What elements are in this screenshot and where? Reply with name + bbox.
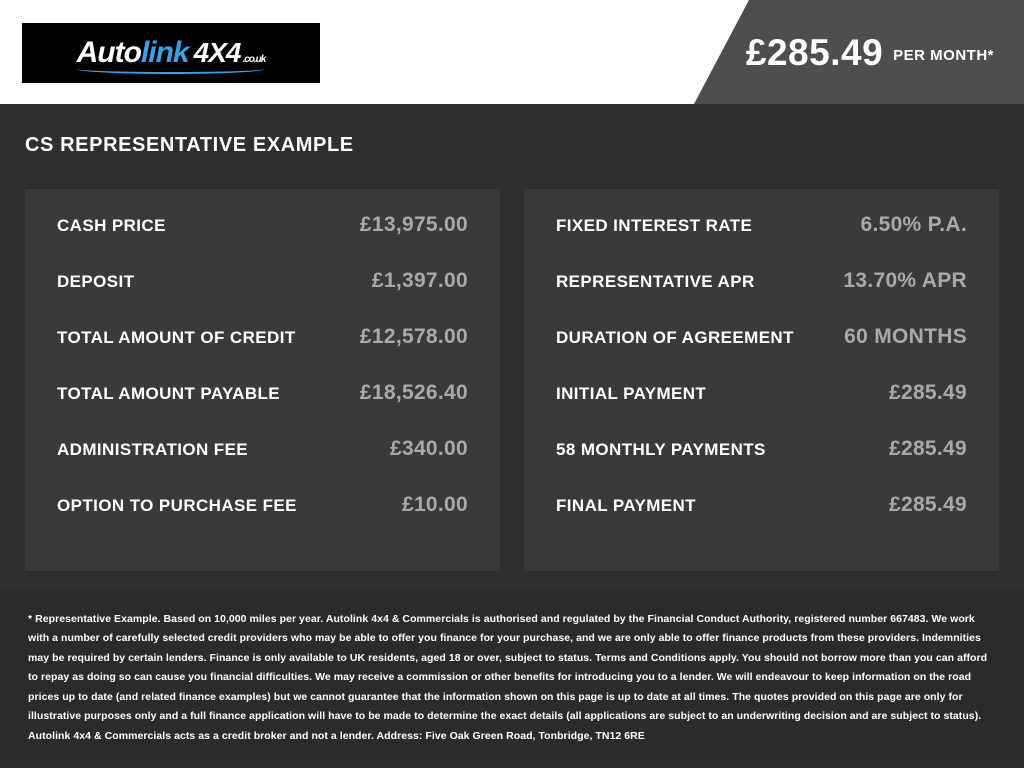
table-row <box>556 381 967 437</box>
row-value: £1,397.00 <box>371 269 468 292</box>
table-row <box>556 325 967 381</box>
page-body <box>0 104 1024 590</box>
table-row <box>556 269 967 325</box>
page-footer <box>0 590 1024 768</box>
row-label: ADMINISTRATION FEE <box>57 440 249 459</box>
table-row <box>57 437 468 493</box>
row-value: £12,578.00 <box>359 325 468 348</box>
row-value: £13,975.00 <box>359 213 468 236</box>
row-label: FIXED INTEREST RATE <box>556 216 753 235</box>
row-value: £10.00 <box>401 493 468 516</box>
page-header <box>0 0 1024 104</box>
row-value: 6.50% P.A. <box>860 213 967 236</box>
row-value: £285.49 <box>888 437 967 460</box>
row-label: INITIAL PAYMENT <box>556 384 707 403</box>
table-row <box>57 493 468 549</box>
row-label: 58 MONTHLY PAYMENTS <box>556 440 766 459</box>
monthly-price-suffix: PER MONTH* <box>893 46 994 64</box>
table-row <box>57 269 468 325</box>
row-value: £340.00 <box>389 437 468 460</box>
row-value: 13.70% APR <box>843 269 967 292</box>
table-row <box>57 381 468 437</box>
row-label: DEPOSIT <box>57 272 135 291</box>
table-row <box>57 213 468 269</box>
row-label: DURATION OF AGREEMENT <box>556 328 794 347</box>
finance-panel-right <box>524 189 999 571</box>
row-label: TOTAL AMOUNT OF CREDIT <box>57 328 296 347</box>
monthly-price-block <box>746 0 994 104</box>
logo-swoosh-icon <box>77 64 266 74</box>
row-value: £285.49 <box>888 493 967 516</box>
row-value: £285.49 <box>888 381 967 404</box>
row-label: REPRESENTATIVE APR <box>556 272 755 291</box>
logo-link-text: link <box>140 36 189 69</box>
row-label: CASH PRICE <box>57 216 166 235</box>
disclaimer-text: * Representative Example. Based on 10,000 miles per year. Autolink 4x4 & Commercials is authorised and regulated by the Financial Conduct Authority, registered number 667483. We work with a number of carefully selected credit providers who may be able to offer you finance for your purchase, and we are only able to offer finance products from these providers. Indemnities may be required by certain lenders. Finance is only available to UK residents, aged 18 or over, subject to status. Terms and Conditions apply. You should not borrow more than you can afford to repay as doing so can cause you financial difficulties. We may receive a commission or other benefits for introducing you to a lender. We will endeavour to keep information on the road prices up to date (and related finance examples) but we cannot guarantee that the information shown on this page is up to date at all times. The quotes provided on this page are only for illustrative purposes only and a full finance application will have to be made to determine the exact details (all applications are subject to an underwriting decision and are subject to status). Autolink 4x4 & Commercials acts as a credit broker and not a lender. Address: Five Oak Green Road, Tonbridge, TN12 6RE <box>28 613 988 742</box>
row-label: FINAL PAYMENT <box>556 496 696 515</box>
table-row <box>57 325 468 381</box>
table-row <box>556 213 967 269</box>
row-value: 60 MONTHS <box>844 325 967 348</box>
page-title: CS REPRESENTATIVE EXAMPLE <box>25 134 354 156</box>
table-row <box>556 493 967 549</box>
row-label: TOTAL AMOUNT PAYABLE <box>57 384 281 403</box>
row-label: OPTION TO PURCHASE FEE <box>57 496 297 515</box>
finance-panels <box>25 189 999 571</box>
table-row <box>556 437 967 493</box>
autolink-logo[interactable] <box>22 23 320 83</box>
row-value: £18,526.40 <box>359 381 468 404</box>
logo-4x4-text: 4X4 <box>193 37 241 68</box>
logo-auto-text: Auto <box>76 36 141 69</box>
monthly-price-amount: £285.49 <box>745 31 884 73</box>
finance-panel-left <box>25 189 500 571</box>
logo-text-group <box>77 36 266 70</box>
logo-couk-text: .co.uk <box>242 54 266 65</box>
